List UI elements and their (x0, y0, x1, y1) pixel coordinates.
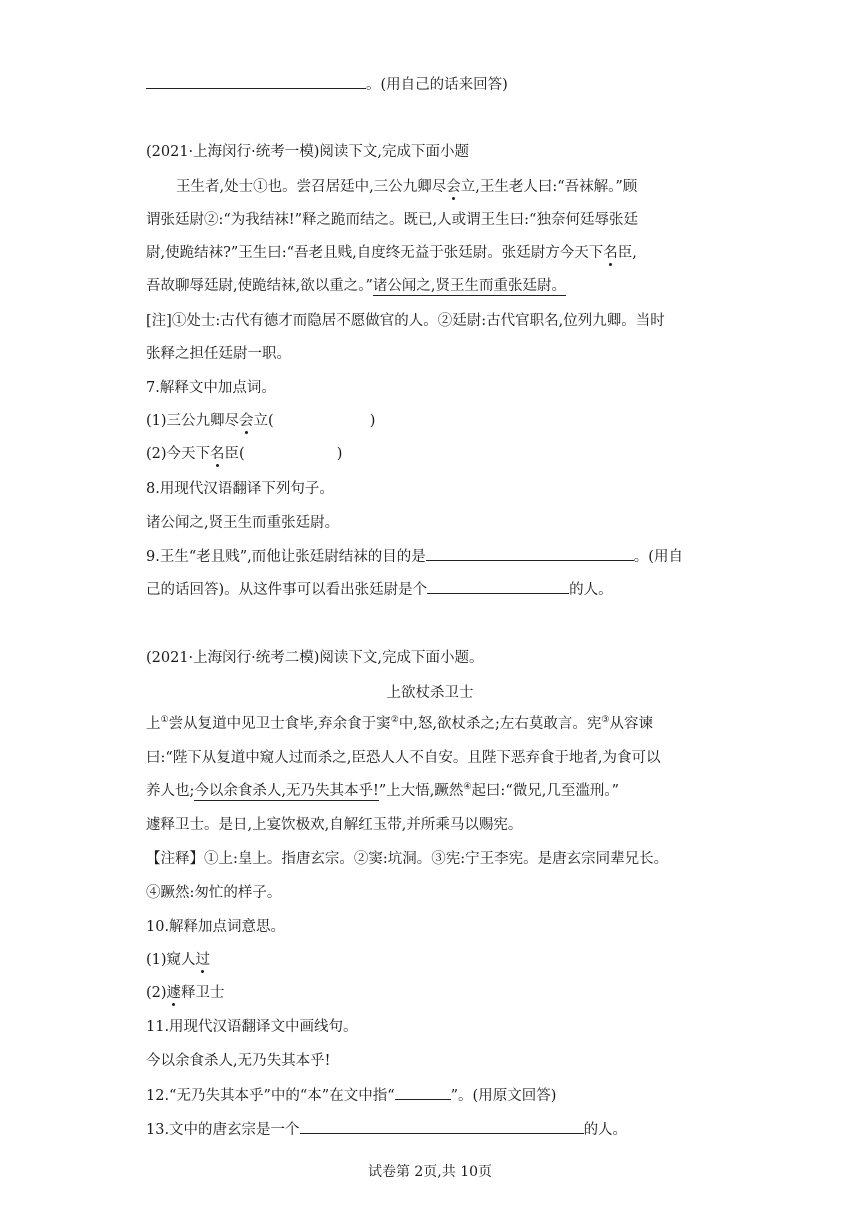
answer-blank (395, 1085, 451, 1100)
passage2-line4: 遽释卫士。是日,上宴饮极欢,自解红玉带,并所乘马以赐宪。 (146, 817, 523, 833)
question-9-line1: 9.王生“老且贱”,而他让张廷尉结袜的目的是 。(用自 (146, 546, 683, 567)
section2-header: (2021·上海闵行·统考二模)阅读下文,完成下面小题。 (146, 650, 484, 666)
dotted-word: 会 (239, 413, 254, 429)
dotted-word: 名 (210, 446, 225, 462)
passage1-line1: 王生者,处士①也。尝召居廷中,三公九卿尽会立,王生老人曰:“吾袜解。”顾 (176, 179, 638, 195)
note2-line1: 【注释】①上:皇上。指唐玄宗。②窦:坑洞。③宪:宁王李宪。是唐玄宗同辈兄长。 (146, 851, 669, 867)
answer-blank (427, 579, 569, 594)
dotted-word: 过 (195, 952, 211, 968)
question-12: 12.“无乃失其本乎”中的“本”在文中指“ ”。(用原文回答) (146, 1085, 556, 1106)
question-13: 13.文中的唐玄宗是一个 的人。 (146, 1119, 627, 1140)
passage1-line4: 吾故聊辱廷尉,使跪结袜,欲以重之。”诸公闻之,贤王生而重张廷尉。 (146, 278, 566, 294)
question-10-1: (1)窥人过 (146, 952, 211, 968)
note2-line2: ④蹶然:匆忙的样子。 (146, 885, 282, 901)
passage2-title: 上欲杖杀卫士 (386, 685, 474, 701)
passage2-line1 (146, 714, 653, 734)
answer-blank (146, 74, 366, 89)
question-11-sentence: 今以余食杀人,无乃失其本乎! (146, 1053, 331, 1069)
dotted-word: 遽 (166, 985, 182, 1001)
passage2-line3: 养人也;今以余食杀人,无乃失其本乎!”上大悟,蹶然④起曰:“微兄,几至滥刑。” (146, 782, 620, 799)
question-7: 7.解释文中加点词。 (146, 380, 276, 396)
page-footer: 试卷第 2页,共 10页 (367, 1164, 493, 1180)
question-10-2: (2)遽释卫士 (146, 985, 225, 1001)
question-11: 11.用现代汉语翻译文中画线句。 (146, 1019, 358, 1035)
question-9-line2: 己的话回答)。从这件事可以看出张廷尉是个 的人。 (146, 579, 613, 600)
question-7-2: (2)今天下名臣( ) (146, 446, 343, 462)
underlined-sentence: 诸公闻之,贤王生而重张廷尉。 (372, 278, 566, 294)
answer-blank (426, 546, 634, 561)
dotted-word: 名 (603, 245, 618, 261)
answer-blank (300, 1119, 584, 1134)
passage2-line1-text: 上①尝从复道中见卫士食毕,弃余食于窦②中,怒,欲杖杀之;左右莫敢言。宪③从容谏 (146, 715, 653, 732)
top-answer-line: 。(用自己的话来回答) (146, 74, 508, 95)
question-8-sentence: 诸公闻之,贤王生而重张廷尉。 (146, 515, 340, 531)
section1-header: (2021·上海闵行·统考一模)阅读下文,完成下面小题 (146, 144, 470, 160)
question-7-1: (1)三公九卿尽会立( ) (146, 413, 376, 429)
question-8: 8.用现代汉语翻译下列句子。 (146, 481, 334, 497)
note1-line1: [注]①处士:古代有德才而隐居不愿做官的人。②廷尉:古代官职名,位列九卿。当时 (146, 313, 665, 329)
passage1-line2: 谓张廷尉②:“为我结袜!”释之跪而结之。既已,人或谓王生曰:“独奈何廷辱张廷 (146, 212, 638, 228)
question-10: 10.解释加点词意思。 (146, 919, 286, 935)
underlined-sentence: 今以余食杀人,无乃失其本乎! (194, 783, 379, 799)
passage2-line2: 曰:“陛下从复道中窥人过而杀之,臣恐人人不自安。且陛下恶弃食于地者,为食可以 (146, 750, 661, 766)
passage1-line3: 尉,使跪结袜?”王生曰:“吾老且贱,自度终无益于张廷尉。张廷尉方今天下名臣, (146, 245, 637, 261)
dotted-word: 会 (446, 179, 461, 195)
note1-line2: 张释之担任廷尉一职。 (146, 346, 291, 362)
